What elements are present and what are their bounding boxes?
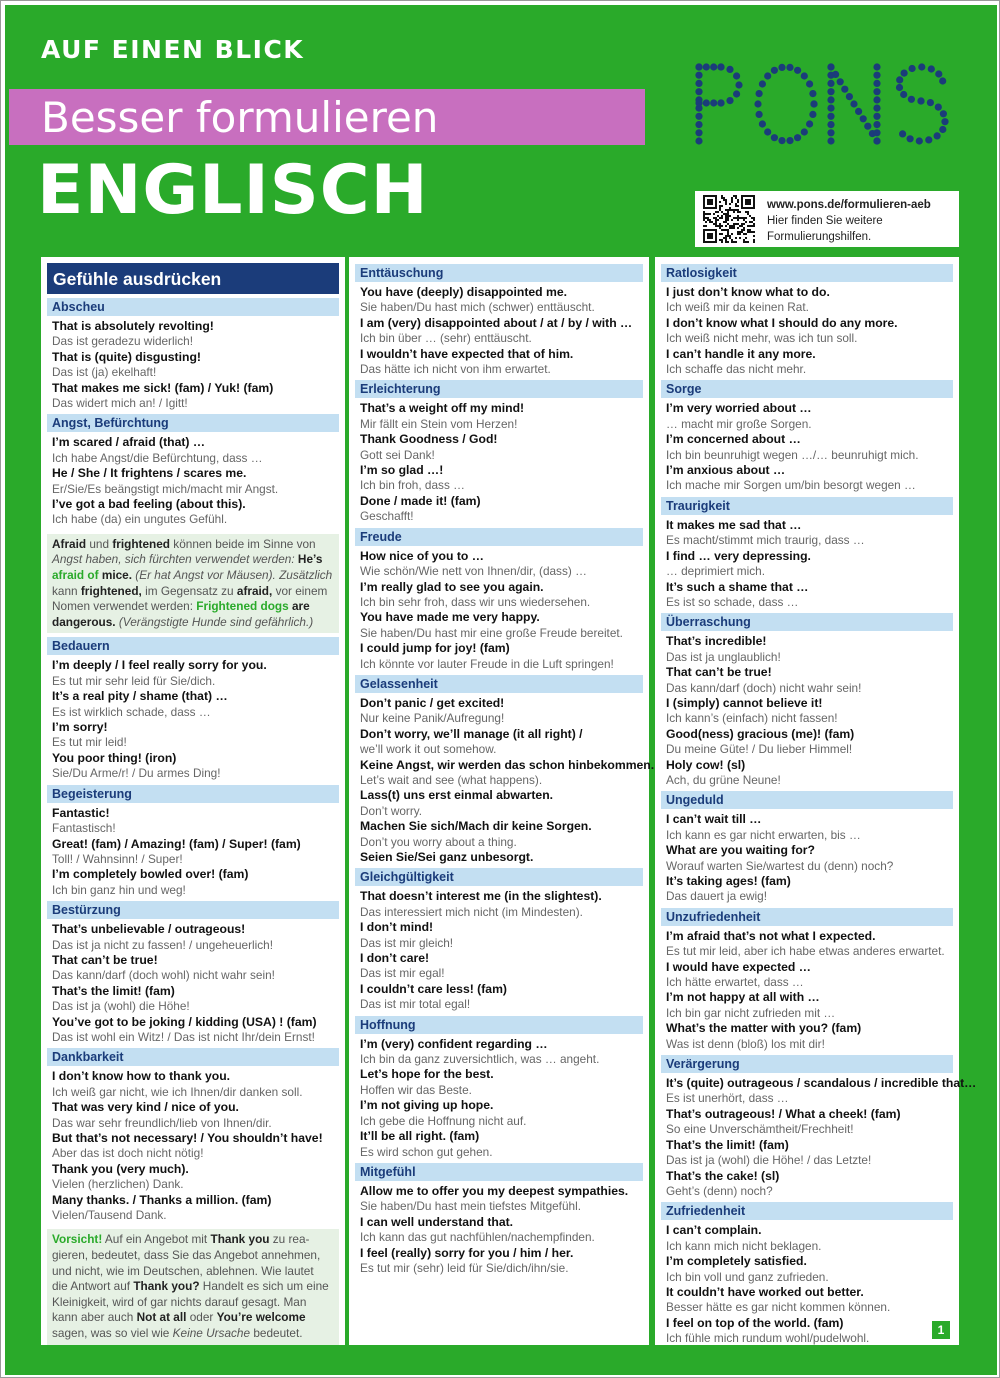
section-heading: Gelassenheit [355,675,643,693]
german-translation: we’ll work it out somehow. [360,742,497,757]
german-translation: Don’t worry. [360,803,423,818]
section-heading: Zufriedenheit [661,1202,953,1220]
section-mitgefuehl [355,1163,643,1276]
english-phrase: It couldn’t have worked out better. [666,1284,864,1299]
english-phrase: Thank you (very much). [52,1161,189,1176]
german-translation: Das dauert ja ewig! [666,889,767,904]
section-ueberraschung [661,613,953,788]
english-phrase: I can well understand that. [360,1214,514,1229]
english-phrase: I’m not happy at all with … [666,990,820,1005]
german-translation: Ich bin ganz hin und weg! [52,882,186,897]
german-translation: Das interessiert mich nicht (im Mindesten). [360,904,583,919]
english-phrase: That can’t be true! [666,665,772,680]
german-translation: Sie haben/Du hast mich (schwer) enttäuscht. [360,300,595,315]
section-heading: Überraschung [661,613,953,631]
english-phrase: Allow me to offer you my deepest sympathies. [360,1183,629,1198]
english-phrase: I’ve got a bad feeling (about this). [52,497,246,512]
german-translation: Ich weiß nicht mehr, was ich tun soll. [666,331,858,346]
note-afraid: Afraid und frightened können beide im Sinne von Angst haben, sich fürchten verwendet werden: He’s afraid of mice. (Er hat Angst vor Mäusen). Zusätzlich kann frightened, im Gegensatz zu afraid, vor einem Nomen verwendet werden: Frightened dogs are dangerous. (Verängstigte Hunde sind gefährlich.) [47,534,339,634]
german-translation: Fantastisch! [52,821,116,836]
english-phrase: That’s unbelievable / outrageous! [52,922,246,937]
german-translation: Hoffen wir das Beste. [360,1082,472,1097]
german-translation: Wie schön/Wie nett von Ihnen/dir, (dass) … [360,564,587,579]
english-phrase: That’s the cake! (sl) [666,1168,780,1183]
german-translation: Er/Sie/Es beängstigt mich/macht mir Angst. [52,481,279,496]
english-phrase: I could jump for joy! (fam) [360,641,510,656]
english-phrase: Thank Goodness / God! [360,432,498,447]
german-translation: Mir fällt ein Stein vom Herzen! [360,416,518,431]
german-translation: Let’s wait and see (what happens). [360,772,543,787]
english-phrase: I (simply) cannot believe it! [666,695,823,710]
english-phrase: I’m completely bowled over! (fam) [52,867,249,882]
english-phrase: You’ve got to be joking / kidding (USA) ! (fam) [52,1014,317,1029]
german-translation: Geschafft! [360,509,414,524]
german-translation: Ich bin sehr froh, dass wir uns wiedersehen. [360,594,591,609]
section-heading: Mitgefühl [355,1163,643,1181]
german-translation: Das ist ja nicht zu fassen! / ungeheuerlich! [52,937,273,952]
german-translation: Ich bin da ganz zuversichtlich, was … angeht. [360,1052,600,1067]
german-translation: Ich könnte vor lauter Freude in die Luft springen! [360,656,614,671]
english-phrase: I feel (really) sorry for you / him / her. [360,1245,574,1260]
section-hoffnung [355,1016,643,1160]
english-phrase: Don’t panic / get excited! [360,695,505,710]
english-phrase: You have (deeply) disappointed me. [360,285,567,299]
section-heading: Erleichterung [355,380,643,398]
german-translation: Ich bin beunruhigt wegen …/… beunruhigt mich. [666,447,919,462]
section-heading: Abscheu [47,298,339,316]
german-translation: Ach, du grüne Neune! [666,772,781,787]
english-phrase: I’m very worried about … [666,401,812,416]
english-phrase: I don’t know what I should do any more. [666,315,898,330]
english-phrase: I’m concerned about … [666,432,801,447]
german-translation: … macht mir große Sorgen. [666,416,812,431]
english-phrase: That’s the limit! (fam) [52,983,175,998]
section-erleichterung [355,380,643,524]
english-phrase: It’s a real pity / shame (that) … [52,689,228,704]
english-phrase: Done / made it! (fam) [360,493,481,508]
german-translation: Du meine Güte! / Du lieber Himmel! [666,742,853,757]
title-banner [9,89,645,145]
english-phrase: I can’t handle it any more. [666,346,816,361]
section-unzufriedenheit [661,908,953,1052]
english-phrase: It’s taking ages! (fam) [666,874,791,888]
section-gleichgueltigkeit [355,868,643,1012]
qr-box [695,191,959,247]
section-heading: Verärgerung [661,1055,953,1073]
german-translation: Don’t you worry about a thing. [360,834,517,849]
note-thank-you: Vorsicht! Auf ein Angebot mit Thank you zu rea- gieren, bedeutet, dass Sie das Angebot annehmen, und nicht, wie im Deutschen, ablehnen. Wie lautet die Antwort auf Thank you? Handelt es sich um eine Kleinigkeit, wird of gar nichts darauf gesagt. Man kann aber auch Not at all oder You’re welcome sagen, was so viel wie Keine Ursache bedeutet. [47,1229,339,1344]
english-phrase: It makes me sad that … [666,517,802,532]
german-translation: … deprimiert mich. [666,564,765,579]
english-phrase: That’s a weight off my mind! [360,401,525,416]
section-ratlosigkeit [661,264,953,377]
english-phrase: I find … very depressing. [666,548,811,563]
german-translation: Das ist ja unglaublich! [666,649,781,664]
section-heading: Bedauern [47,637,339,655]
german-translation: Das kann/darf (doch) nicht wahr sein! [666,680,862,695]
section-begeisterung [47,785,339,898]
english-phrase: I’m (very) confident regarding … [360,1036,548,1051]
german-translation: Ich bin über … (sehr) enttäuscht. [360,331,532,346]
section-heading: Bestürzung [47,901,339,919]
section-heading: Unzufriedenheit [661,908,953,926]
german-translation: Vielen/Tausend Dank. [52,1208,167,1223]
section-heading: Dankbarkeit [47,1048,339,1066]
english-phrase: I feel on top of the world. (fam) [666,1315,844,1330]
section-bestuerzung [47,901,339,1045]
german-translation: Ich hätte erwartet, dass … [666,975,804,990]
section-heading: Begeisterung [47,785,339,803]
english-phrase: I just don’t know what to do. [666,285,830,299]
german-translation: Ich weiß gar nicht, wie ich Ihnen/dir danken soll. [52,1084,303,1099]
english-phrase: I don’t mind! [360,920,434,935]
title: Besser formulieren [41,93,439,142]
german-translation: So eine Unverschämtheit/Frechheit! [666,1122,854,1137]
section-abscheu [47,298,339,411]
german-translation: Das ist mir total egal! [360,997,471,1012]
section-gelassenheit [355,675,655,865]
german-translation: Nur keine Panik/Aufregung! [360,711,505,726]
german-translation: Ich bin voll und ganz zufrieden. [666,1269,829,1284]
german-translation: Ich kann mich nicht beklagen. [666,1238,822,1253]
german-translation: Was ist denn (bloß) los mit dir! [666,1036,825,1051]
main-heading: Gefühle ausdrücken [47,263,339,294]
english-phrase: Holy cow! (sl) [666,757,746,772]
section-enttaeuschung [355,264,643,377]
german-translation: Es wird schon gut gehen. [360,1144,493,1159]
pons-logo [691,59,961,149]
english-phrase: It’s (quite) outrageous / scandalous / incredible that… [666,1076,977,1091]
german-translation: Sie haben/Du hast mein tiefstes Mitgefühl. [360,1199,581,1214]
english-phrase: I wouldn’t have expected that of him. [360,346,574,361]
english-phrase: Lass(t) uns erst einmal abwarten. [360,788,554,803]
english-phrase: I’m completely satisfied. [666,1254,807,1269]
german-translation: Gott sei Dank! [360,447,435,462]
section-heading: Angst, Befürchtung [47,414,339,432]
section-heading: Freude [355,528,643,546]
section-bedauern [47,637,339,781]
section-heading: Gleichgültigkeit [355,868,643,886]
english-phrase: I’m deeply / I feel really sorry for you. [52,658,267,673]
german-translation: Ich habe Angst/die Befürchtung, dass … [52,450,263,465]
english-phrase: You poor thing! (iron) [52,750,177,765]
section-heading: Hoffnung [355,1016,643,1034]
german-translation: Aber das ist doch nicht nötig! [52,1146,204,1161]
german-translation: Sie haben/Du hast mir eine große Freude bereitet. [360,625,623,640]
column-2 [349,257,655,1345]
english-phrase: I’m so glad …! [360,463,444,478]
english-phrase: It’s such a shame that … [666,579,809,594]
german-translation: Ich habe (da) ein ungutes Gefühl. [52,512,228,527]
german-translation: Toll! / Wahnsinn! / Super! [52,851,183,866]
german-translation: Es ist unerhört, dass … [666,1091,789,1106]
english-phrase: I’m anxious about … [666,463,786,478]
german-translation: Es tut mir leid, aber ich habe etwas anderes erwartet. [666,944,945,959]
section-ungeduld [661,791,953,904]
german-translation: Das kann/darf (doch wohl) nicht wahr sein! [52,968,275,983]
english-phrase: What are you waiting for? [666,843,815,858]
german-translation: Geht’s (denn) noch? [666,1183,773,1198]
section-heading: Ratlosigkeit [661,264,953,282]
section-angst [47,414,339,527]
language-title: ENGLISCH [37,151,429,230]
english-phrase: That doesn’t interest me (in the slightest). [360,889,602,904]
english-phrase: Keine Angst, wir werden das schon hinbekommen. [360,757,655,772]
section-freude [355,528,643,672]
english-phrase: I’m sorry! [52,720,108,735]
english-phrase: I’m not giving up hope. [360,1098,494,1113]
german-translation: Es tut mir (sehr) leid für Sie/dich/ihn/sie. [360,1260,569,1275]
section-dankbarkeit [47,1048,339,1223]
german-translation: Es ist so schade, dass … [666,594,799,609]
german-translation: Das ist mir gleich! [360,935,454,950]
series-label: AUF EINEN BLICK [41,35,305,64]
section-heading: Sorge [661,380,953,398]
english-phrase: How nice of you to … [360,548,484,563]
section-heading: Traurigkeit [661,497,953,515]
german-translation: Das ist (ja) ekelhaft! [52,365,157,380]
english-phrase: Let’s hope for the best. [360,1067,494,1082]
english-phrase: I’m really glad to see you again. [360,579,544,594]
english-phrase: That is absolutely revolting! [52,319,214,333]
german-translation: Ich kann das gut nachfühlen/nachempfinden. [360,1230,595,1245]
german-translation: Das ist ja (wohl) die Höhe! / das Letzte! [666,1153,872,1168]
section-zufriedenheit [661,1202,953,1346]
german-translation: Es macht/stimmt mich traurig, dass … [666,533,865,548]
german-translation: Ich kann es gar nicht erwarten, bis … [666,827,861,842]
german-translation: Ich mache mir Sorgen um/bin besorgt wegen … [666,478,916,493]
english-phrase: I am (very) disappointed about / at / by / with … [360,315,633,330]
german-translation: Das widert mich an! / Igitt! [52,396,188,411]
english-phrase: I don’t care! [360,951,430,966]
german-translation: Ich bin gar nicht zufrieden mit … [666,1005,836,1020]
section-heading: Enttäuschung [355,264,643,282]
section-traurigkeit [661,497,953,610]
english-phrase: That was very kind / nice of you. [52,1100,239,1115]
english-phrase: That is (quite) disgusting! [52,349,201,364]
german-translation: Ich kann’s (einfach) nicht fassen! [666,711,838,726]
german-translation: Vielen (herzlichen) Dank. [52,1177,184,1192]
qr-line1: Hier finden Sie weitere [767,215,883,227]
english-phrase: I’m afraid that’s not what I expected. [666,928,876,943]
english-phrase: He / She / It frightens / scares me. [52,466,247,481]
section-veraergerung [661,1055,977,1199]
english-phrase: Don’t worry, we’ll manage (it all right) / [360,726,583,741]
german-translation: Es tut mir sehr leid für Sie/dich. [52,673,216,688]
english-phrase: Many thanks. / Thanks a million. (fam) [52,1192,272,1207]
english-phrase: Seien Sie/Sei ganz unbesorgt. [360,850,534,864]
english-phrase: I’m scared / afraid (that) … [52,435,206,450]
english-phrase: I don’t know how to thank you. [52,1069,231,1084]
qr-url[interactable]: www.pons.de/formulieren-aeb [767,199,931,211]
german-translation: Sie/Du Arme/r! / Du armes Ding! [52,766,221,781]
german-translation: Ich gebe die Hoffnung nicht auf. [360,1113,527,1128]
section-heading: Ungeduld [661,791,953,809]
english-phrase: That makes me sick! (fam) / Yuk! (fam) [52,380,274,395]
german-translation: Das ist wohl ein Witz! / Das ist nicht Ihr/dein Ernst! [52,1029,315,1044]
german-translation: Das hätte ich nicht von ihm erwartet. [360,362,551,377]
german-translation: Das ist geradezu widerlich! [52,334,193,349]
german-translation: Ich fühle mich rundum wohl/pudelwohl. [666,1331,870,1346]
german-translation: Ich weiß mir da keinen Rat. [666,300,809,315]
english-phrase: Fantastic! [52,805,110,820]
german-translation: Ich bin froh, dass … [360,478,465,493]
english-phrase: Great! (fam) / Amazing! (fam) / Super! (fam) [52,836,301,851]
german-translation: Es tut mir leid! [52,735,127,750]
column-3 [655,257,977,1346]
english-phrase: That’s incredible! [666,634,767,649]
german-translation: Es ist wirklich schade, dass … [52,704,211,719]
english-phrase: I can’t complain. [666,1223,762,1238]
german-translation: Das war sehr freundlich/lieb von Ihnen/dir. [52,1115,272,1130]
german-translation: Ich schaffe das nicht mehr. [666,362,807,377]
german-translation: Besser hätte es gar nicht kommen können. [666,1300,891,1315]
qr-line2: Formulierungshilfen. [767,231,872,243]
english-phrase: You have made me very happy. [360,610,540,625]
english-phrase: That’s the limit! (fam) [666,1137,789,1152]
column-1 [41,257,345,1345]
english-phrase: That can’t be true! [52,952,158,967]
german-translation: Das ist mir egal! [360,966,445,981]
qr-code-icon[interactable] [703,195,755,243]
english-phrase: I couldn’t care less! (fam) [360,981,507,996]
english-phrase: But that’s not necessary! / You shouldn’t have! [52,1131,323,1145]
english-phrase: I would have expected … [666,959,811,974]
english-phrase: I can’t wait till … [666,812,762,827]
german-translation: Worauf warten Sie/wartest du (denn) noch? [666,858,894,873]
english-phrase: What’s the matter with you? (fam) [666,1021,862,1036]
english-phrase: Good(ness) gracious (me)! (fam) [666,726,855,741]
english-phrase: Machen Sie sich/Mach dir keine Sorgen. [360,819,592,834]
german-translation: Das ist ja (wohl) die Höhe! [52,999,190,1014]
section-sorge [661,380,953,493]
english-phrase: It’ll be all right. (fam) [360,1129,480,1144]
page-number: 1 [932,1321,950,1339]
english-phrase: That’s outrageous! / What a cheek! (fam) [666,1106,901,1121]
